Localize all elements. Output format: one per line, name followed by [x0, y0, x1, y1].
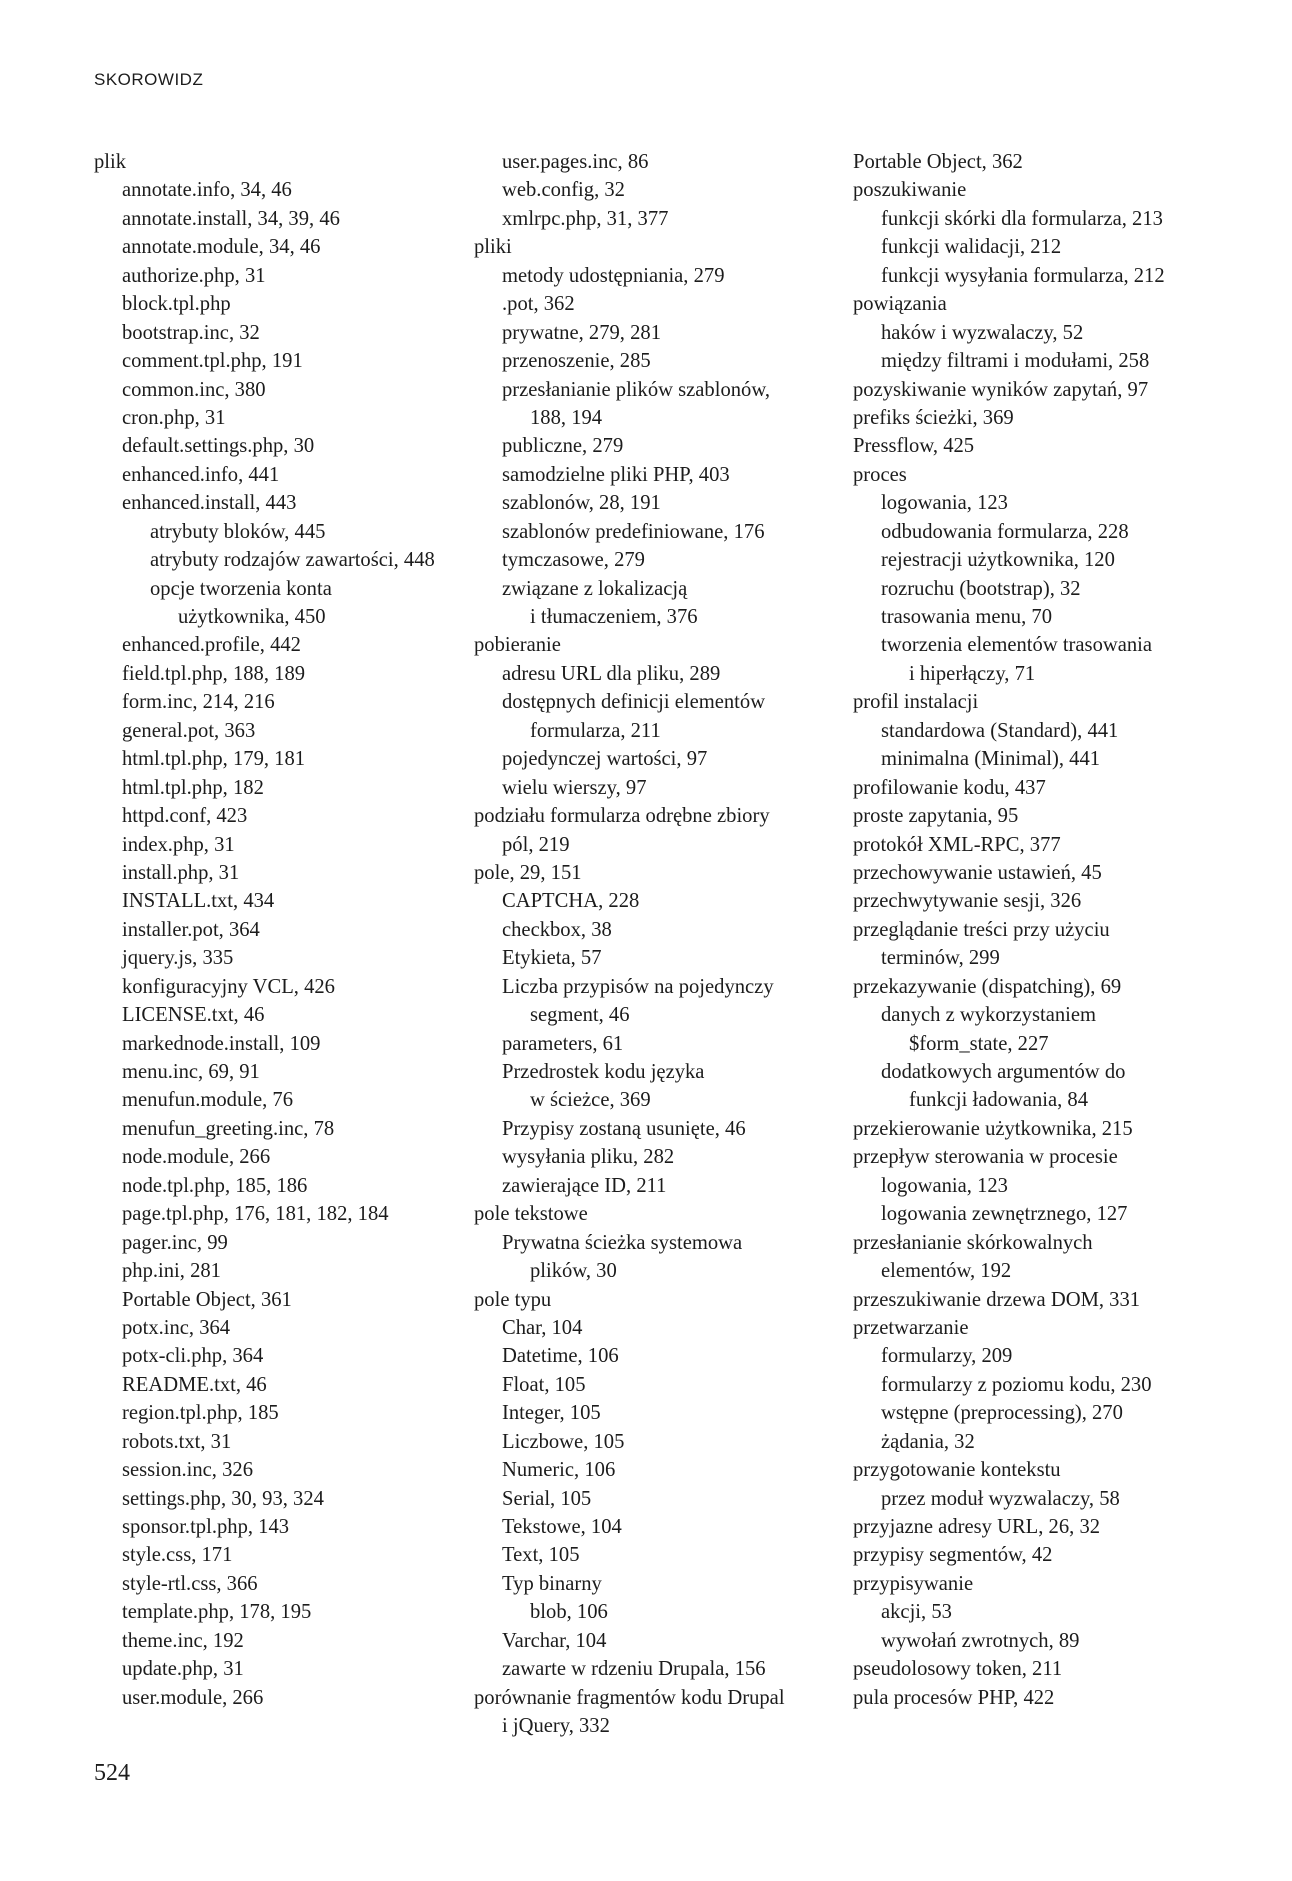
index-subentry: prywatne, 279, 281	[502, 321, 661, 344]
index-subentry: Liczba przypisów na pojedynczy	[502, 975, 774, 998]
index-subentry: formularzy z poziomu kodu, 230	[881, 1373, 1152, 1396]
index-subentry: install.php, 31	[122, 861, 240, 884]
index-subentry: settings.php, 30, 93, 324	[122, 1487, 324, 1510]
index-subentry: Typ binarny	[502, 1572, 602, 1595]
index-subentry: Varchar, 104	[502, 1629, 607, 1652]
index-subentry: README.txt, 46	[122, 1373, 267, 1396]
index-entry: przeglądanie treści przy użyciu	[853, 918, 1110, 941]
index-subentry: Serial, 105	[502, 1487, 592, 1510]
index-subentry: form.inc, 214, 216	[122, 691, 275, 714]
index-subentry: jquery.js, 335	[122, 947, 234, 970]
index-subentry: bootstrap.inc, 32	[122, 321, 260, 344]
index-subentry: i hiperłączy, 71	[909, 662, 1036, 685]
index-subentry: annotate.install, 34, 39, 46	[122, 207, 340, 230]
index-entry: powiązania	[853, 293, 947, 316]
index-subentry: html.tpl.php, 182	[122, 776, 264, 799]
index-subentry: user.pages.inc, 86	[502, 151, 649, 173]
index-subentry: Float, 105	[502, 1373, 586, 1396]
index-subentry: $form_state, 227	[909, 1032, 1049, 1055]
index-subentry: pojedynczej wartości, 97	[502, 748, 708, 771]
index-subentry: node.module, 266	[122, 1146, 271, 1169]
index-entry: pole, 29, 151	[474, 861, 582, 884]
index-subentry: pager.inc, 99	[122, 1231, 228, 1254]
index-subentry: region.tpl.php, 185	[122, 1402, 279, 1425]
index-subentry: pól, 219	[502, 833, 570, 856]
index-subentry: enhanced.info, 441	[122, 463, 280, 486]
index-subentry: cron.php, 31	[122, 406, 226, 429]
index-subentry: update.php, 31	[122, 1658, 244, 1681]
index-entry: przygotowanie kontekstu	[853, 1459, 1061, 1482]
index-column-1	[94, 148, 435, 1712]
index-subentry: przez moduł wyzwalaczy, 58	[881, 1487, 1120, 1510]
index-subentry: funkcji skórki dla formularza, 213	[881, 207, 1163, 230]
index-subentry: style-rtl.css, 366	[122, 1572, 258, 1595]
index-entry: pula procesów PHP, 422	[853, 1686, 1055, 1709]
index-subentry: minimalna (Minimal), 441	[881, 748, 1101, 771]
index-subentry: trasowania menu, 70	[881, 606, 1052, 628]
index-subentry: LICENSE.txt, 46	[122, 1004, 265, 1027]
index-entry: pliki	[474, 236, 512, 259]
index-subentry: metody udostępniania, 279	[502, 264, 725, 287]
index-subentry: adresu URL dla pliku, 289	[502, 662, 721, 685]
index-subentry: przenoszenie, 285	[502, 350, 651, 373]
index-subentry: enhanced.profile, 442	[122, 634, 301, 657]
index-subentry: funkcji ładowania, 84	[909, 1089, 1088, 1112]
index-subentry: w ścieżce, 369	[530, 1089, 651, 1112]
index-subentry: opcje tworzenia konta	[150, 577, 332, 600]
index-subentry: xmlrpc.php, 31, 377	[502, 207, 669, 230]
index-subentry: authorize.php, 31	[122, 264, 266, 287]
index-subentry: konfiguracyjny VCL, 426	[122, 975, 335, 998]
index-subentry: .pot, 362	[502, 293, 575, 316]
index-subentry: html.tpl.php, 179, 181	[122, 748, 306, 771]
index-entry: pole tekstowe	[474, 1203, 588, 1226]
index-entry: profil instalacji	[853, 691, 979, 714]
index-subentry: elementów, 192	[881, 1260, 1012, 1283]
index-subentry: CAPTCHA, 228	[502, 890, 640, 913]
index-subentry: rejestracji użytkownika, 120	[881, 549, 1115, 572]
index-entry: plik	[94, 151, 127, 173]
index-entry: proste zapytania, 95	[853, 805, 1019, 828]
index-entry: porównanie fragmentów kodu Drupal	[474, 1686, 785, 1709]
index-entry: przepływ sterowania w procesie	[853, 1146, 1118, 1169]
index-subentry: wysyłania pliku, 282	[502, 1146, 675, 1169]
index-subentry: przesłanianie plików szablonów,	[502, 378, 771, 401]
index-subentry: logowania, 123	[881, 1174, 1008, 1197]
index-entry: profilowanie kodu, 437	[853, 776, 1046, 799]
index-subentry: zawierające ID, 211	[502, 1174, 667, 1197]
index-subentry: i tłumaczeniem, 376	[530, 606, 698, 628]
index-subentry: INSTALL.txt, 434	[122, 890, 275, 913]
index-subentry: Liczbowe, 105	[502, 1430, 625, 1453]
index-subentry: 188, 194	[530, 406, 603, 429]
index-subentry: żądania, 32	[881, 1430, 975, 1453]
index-entry: przesłanianie skórkowalnych	[853, 1231, 1093, 1254]
index-subentry: index.php, 31	[122, 833, 235, 856]
index-subentry: szablonów predefiniowane, 176	[502, 520, 765, 543]
index-subentry: user.module, 266	[122, 1686, 264, 1709]
page-number: 524	[94, 1760, 130, 1786]
index-entry: przekazywanie (dispatching), 69	[853, 975, 1122, 998]
index-subentry: dostępnych definicji elementów	[502, 691, 766, 714]
index-subentry: związane z lokalizacją	[502, 577, 688, 600]
index-entry: prefiks ścieżki, 369	[853, 406, 1014, 429]
index-subentry: httpd.conf, 423	[122, 805, 248, 828]
index-subentry: Przedrostek kodu języka	[502, 1061, 705, 1083]
index-entry: przekierowanie użytkownika, 215	[853, 1117, 1133, 1140]
index-subentry: Datetime, 106	[502, 1345, 619, 1368]
index-entry: podziału formularza odrębne zbiory	[474, 805, 770, 828]
index-subentry: Przypisy zostaną usunięte, 46	[502, 1117, 746, 1140]
index-entry: Portable Object, 362	[853, 151, 1023, 173]
index-entry: pobieranie	[474, 634, 561, 657]
index-subentry: menu.inc, 69, 91	[122, 1061, 260, 1083]
index-subentry: tworzenia elementów trasowania	[881, 634, 1153, 657]
index-subentry: standardowa (Standard), 441	[881, 719, 1119, 742]
index-entry: protokół XML-RPC, 377	[853, 833, 1061, 856]
index-entry: przeszukiwanie drzewa DOM, 331	[853, 1288, 1141, 1311]
index-entry: przyjazne adresy URL, 26, 32	[853, 1516, 1101, 1538]
index-subentry: menufun_greeting.inc, 78	[122, 1117, 335, 1140]
index-subentry: terminów, 299	[881, 947, 1000, 970]
index-subentry: annotate.info, 34, 46	[122, 179, 292, 202]
index-subentry: Integer, 105	[502, 1402, 601, 1425]
index-subentry: formularzy, 209	[881, 1345, 1013, 1368]
index-subentry: node.tpl.php, 185, 186	[122, 1174, 308, 1197]
index-subentry: potx-cli.php, 364	[122, 1345, 264, 1368]
index-subentry: comment.tpl.php, 191	[122, 350, 303, 373]
index-subentry: annotate.module, 34, 46	[122, 236, 321, 259]
index-entry: Pressflow, 425	[853, 435, 975, 458]
index-subentry: samodzielne pliki PHP, 403	[502, 463, 730, 486]
index-entry: poszukiwanie	[853, 179, 967, 202]
index-subentry: web.config, 32	[502, 179, 625, 202]
index-subentry: odbudowania formularza, 228	[881, 520, 1129, 543]
index-subentry: Tekstowe, 104	[502, 1516, 622, 1538]
index-subentry: haków i wyzwalaczy, 52	[881, 321, 1084, 344]
index-subentry: common.inc, 380	[122, 378, 266, 401]
index-subentry: session.inc, 326	[122, 1459, 253, 1482]
index-subentry: plików, 30	[530, 1260, 617, 1283]
index-subentry: Prywatna ścieżka systemowa	[502, 1231, 743, 1254]
index-subentry: wywołań zwrotnych, 89	[881, 1629, 1080, 1652]
index-subentry: blob, 106	[530, 1601, 608, 1624]
index-subentry: Numeric, 106	[502, 1459, 616, 1482]
index-subentry: field.tpl.php, 188, 189	[122, 662, 306, 685]
index-entry: przechowywanie ustawień, 45	[853, 861, 1102, 884]
index-subentry: checkbox, 38	[502, 918, 612, 941]
index-subentry: danych z wykorzystaniem	[881, 1004, 1097, 1027]
index-column-3	[853, 148, 1165, 1712]
index-subentry: publiczne, 279	[502, 435, 624, 458]
index-subentry: wstępne (preprocessing), 270	[881, 1402, 1123, 1425]
index-entry: pole typu	[474, 1288, 552, 1311]
index-subentry: robots.txt, 31	[122, 1430, 232, 1453]
index-subentry: php.ini, 281	[122, 1260, 221, 1283]
index-subentry: logowania zewnętrznego, 127	[881, 1203, 1128, 1226]
index-subentry: Etykieta, 57	[502, 947, 602, 970]
index-subentry: theme.inc, 192	[122, 1629, 244, 1652]
index-subentry: logowania, 123	[881, 492, 1008, 515]
index-subentry: zawarte w rdzeniu Drupala, 156	[502, 1658, 766, 1681]
index-subentry: menufun.module, 76	[122, 1089, 294, 1112]
index-entry: pozyskiwanie wyników zapytań, 97	[853, 378, 1149, 401]
index-entry: przechwytywanie sesji, 326	[853, 890, 1082, 913]
index-entry: proces	[853, 463, 907, 486]
index-subentry: użytkownika, 450	[178, 606, 326, 628]
index-subentry: funkcji wysyłania formularza, 212	[881, 264, 1165, 287]
index-subentry: między filtrami i modułami, 258	[881, 350, 1150, 373]
index-subentry: akcji, 53	[881, 1601, 952, 1624]
index-entry: pseudolosowy token, 211	[853, 1658, 1063, 1681]
index-column-2	[474, 148, 785, 1741]
index-subentry: i jQuery, 332	[502, 1715, 610, 1738]
index-subentry: segment, 46	[530, 1004, 630, 1027]
index-subentry: page.tpl.php, 176, 181, 182, 184	[122, 1203, 389, 1226]
index-subentry: template.php, 178, 195	[122, 1601, 312, 1624]
index-subentry: installer.pot, 364	[122, 918, 260, 941]
index-subentry: funkcji walidacji, 212	[881, 236, 1062, 259]
index-subentry: atrybuty bloków, 445	[150, 520, 326, 543]
index-subentry: tymczasowe, 279	[502, 549, 645, 572]
index-subentry: Portable Object, 361	[122, 1288, 292, 1311]
index-subentry: dodatkowych argumentów do	[881, 1061, 1126, 1083]
index-subentry: sponsor.tpl.php, 143	[122, 1516, 290, 1538]
index-subentry: szablonów, 28, 191	[502, 492, 661, 515]
index-subentry: default.settings.php, 30	[122, 435, 315, 458]
index-subentry: style.css, 171	[122, 1544, 233, 1567]
index-subentry: wielu wierszy, 97	[502, 776, 647, 799]
index-entry: przypisy segmentów, 42	[853, 1544, 1053, 1567]
index-subentry: general.pot, 363	[122, 719, 256, 742]
index-subentry: parameters, 61	[502, 1032, 624, 1055]
index-subentry: atrybuty rodzajów zawartości, 448	[150, 549, 435, 572]
index-entry: przypisywanie	[853, 1572, 974, 1595]
running-header: SKOROWIDZ	[94, 70, 204, 89]
index-subentry: formularza, 211	[530, 719, 661, 742]
index-subentry: rozruchu (bootstrap), 32	[881, 577, 1081, 600]
index-subentry: enhanced.install, 443	[122, 492, 297, 515]
index-subentry: Char, 104	[502, 1316, 583, 1339]
index-subentry: markednode.install, 109	[122, 1032, 321, 1055]
index-subentry: potx.inc, 364	[122, 1316, 231, 1339]
index-subentry: Text, 105	[502, 1544, 580, 1567]
index-subentry: block.tpl.php	[122, 293, 231, 316]
index-entry: przetwarzanie	[853, 1316, 969, 1339]
